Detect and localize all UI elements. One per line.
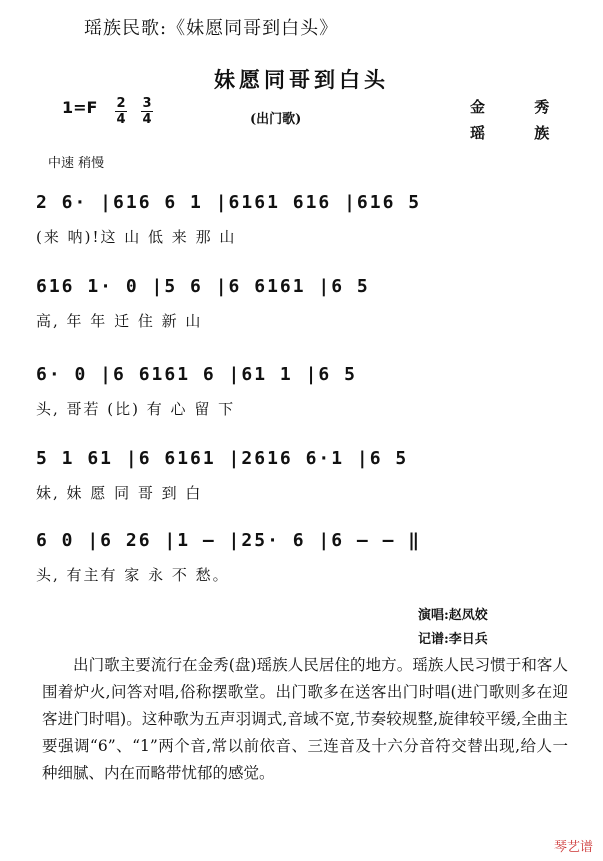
song-region: 金 秀 xyxy=(470,98,572,116)
time-sig-2-bottom: 4 xyxy=(142,112,152,127)
score-row-2 xyxy=(36,276,570,330)
score-row-1 xyxy=(36,192,570,246)
score-lyrics: 头, 哥若 (比) 有 心 留 下 xyxy=(36,400,236,418)
header-text: 瑶族民歌:《妹愿同哥到白头》 xyxy=(84,18,339,39)
song-title: 妹愿同哥到白头 xyxy=(214,67,389,92)
score-row-4 xyxy=(36,448,570,502)
score-lyrics: 高, 年 年 迁 住 新 山 xyxy=(36,312,203,330)
score-lyrics: 头, 有主有 家 永 不 愁。 xyxy=(36,566,230,584)
singer-credit: 演唱:赵凤姣 xyxy=(418,608,488,623)
watermark-logo: 琴艺谱 xyxy=(553,840,593,855)
score-notes: 5 1 61 |6 6161 |2616 6·1 |6 5 xyxy=(36,448,409,469)
score-notes: 6· 0 |6 6161 6 |61 1 |6 5 xyxy=(36,364,357,385)
recorder-credit: 记谱:李日兵 xyxy=(418,632,488,647)
time-sig-1-bottom: 4 xyxy=(116,112,126,127)
score-notes: 616 1· 0 |5 6 |6 6161 |6 5 xyxy=(36,276,370,297)
time-signature-2 xyxy=(140,96,154,127)
key-signature: 1=F xyxy=(62,98,98,117)
song-subtitle: (出门歌) xyxy=(250,112,302,127)
score-lyrics: (来 呐)!这 山 低 来 那 山 xyxy=(36,228,237,246)
song-ethnicity: 瑶 族 xyxy=(470,124,572,142)
score-lyrics: 妹, 妹 愿 同 哥 到 白 xyxy=(36,484,203,502)
score-row-5 xyxy=(36,530,570,584)
score-notes: 6 0 |6 26 |1 — |25· 6 |6 — — ‖ xyxy=(36,530,422,551)
tempo-marking: 中速 稍慢 xyxy=(48,156,105,171)
time-sig-1-top: 2 xyxy=(116,96,126,111)
score-row-3 xyxy=(36,364,570,418)
description-paragraph: 出门歌主要流行在金秀(盘)瑶族人民居住的地方。瑶族人民习惯于和客人围着炉火,问答对唱,俗称摆歌堂。出门歌多在送客出门时唱(进门歌则多在迎客进门时唱)。这种歌为五声羽调式,音域不宽,节奏较规整,旋律较平缓,全曲主要强调“6”、“1”两个音,常以前依音、三连音及十六分音符交替出现,给人一种细腻、内在而略带忧郁的感觉。 xyxy=(42,656,568,782)
time-sig-2-top: 3 xyxy=(142,96,152,111)
score-notes: 2 6· |616 6 1 |6161 616 |616 5 xyxy=(36,192,422,213)
time-signature-1 xyxy=(114,96,128,127)
